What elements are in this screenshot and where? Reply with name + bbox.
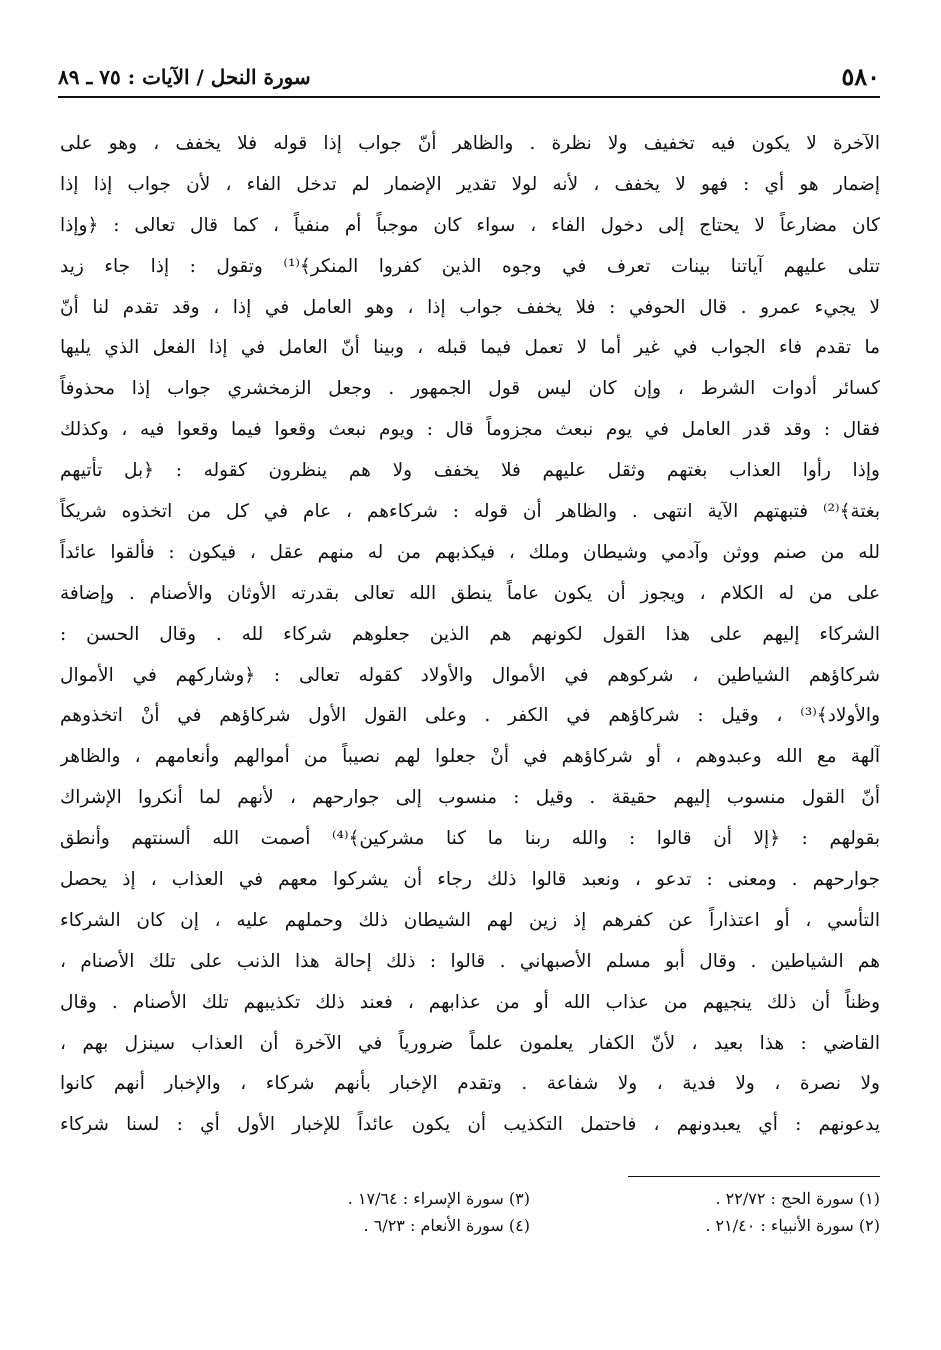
footnotes bbox=[100, 1185, 880, 1255]
footnote-1: (١) سورة الحج : ٢٢/٧٢ . bbox=[715, 1189, 880, 1208]
text-line: وظناً أن ذلك ينجيهم من عذاب الله أو من عذابهم ، فعند ذلك تكذيبهم تلك الأصنام . وقال bbox=[60, 991, 880, 1013]
text-line: لا يجيء عمرو . قال الحوفي : فلا يخفف جواب إذا ، وهو العامل في إذا ، وقد تقدم لنا أنّ bbox=[60, 296, 880, 318]
footnote-4: (٤) سورة الأنعام : ٦/٢٣ . bbox=[363, 1216, 530, 1235]
text-line: الشركاء إليهم على هذا القول لكونهم هم الذين جعلوهم شركاء لله . وقال الحسن : bbox=[60, 623, 880, 645]
text-line: يدعونهم : أي يعبدونهم ، فاحتمل التكذيب أن يكون عائداً للإخبار الأول أي : لسنا شركاء bbox=[60, 1114, 880, 1136]
text-line: تتلى عليهم آياتنا بينات تعرف في وجوه الذين كفروا المنكر﴾⁽¹⁾ وتقول : إذا جاء زيد bbox=[60, 255, 880, 277]
text-line: بغتة﴾⁽²⁾ فتبهتهم الآية انتهى . والظاهر أن قوله : شركاءهم ، عام في كل من اتخذوه شريكاً bbox=[60, 501, 880, 523]
text-line: جوارحهم . ومعنى : تدعو ، ونعبد قالوا ذلك رجاء أن يشركوا معهم في العذاب ، إذ يحصل bbox=[60, 869, 880, 891]
text-line: الآخرة لا يكون فيه تخفيف ولا نظرة . والظاهر أنّ جواب إذا قوله فلا يخفف ، وهو على bbox=[60, 133, 880, 154]
page-header bbox=[58, 62, 880, 98]
footnote-3: (٣) سورة الإسراء : ١٧/٦٤ . bbox=[347, 1189, 530, 1208]
text-line: هم الشياطين . وقال أبو مسلم الأصبهاني . قالوا : ذلك إحالة هذا الذنب على تلك الأصنام ، bbox=[60, 950, 880, 972]
footnote-2: (٢) سورة الأنبياء : ٢١/٤٠ . bbox=[705, 1216, 880, 1235]
text-line: القاضي : هذا بعيد ، لأنّ الكفار يعلمون علماً ضرورياً في الآخرة أن العذاب سينزل بهم ، bbox=[60, 1032, 880, 1054]
text-line: كان مضارعاً لا يحتاج إلى دخول الفاء ، سواء كان موجباً أم منفياً ، كما قال تعالى : ﴿وإذا bbox=[60, 214, 880, 236]
body-text bbox=[60, 124, 880, 1146]
text-line: ما تقدم فاء الجواب في غير أما لا تعمل فيما قبله ، وبينا أنّ العامل في إذا الفعل الذي يليها bbox=[60, 337, 880, 359]
text-line: بقولهم : ﴿إلا أن قالوا : والله ربنا ما كنا مشركين﴾⁽⁴⁾ أصمت الله ألسنتهم وأنطق bbox=[60, 828, 880, 850]
text-line: آلهة مع الله وعبدوهم ، أو شركاؤهم في أنْ جعلوا لهم نصيباً من أموالهم وأنعامهم ، والظاهر bbox=[60, 746, 880, 768]
page-number: ٥٨٠ bbox=[841, 62, 880, 91]
text-line: على من له الكلام ، ويجوز أن يكون عاماً ينطق الله تعالى بقدرته الأوثان والأصنام . وإضافة bbox=[60, 582, 880, 604]
footnotes-left-column bbox=[230, 1185, 530, 1239]
text-line: أنّ القول منسوب إليهم حقيقة . وقيل : منسوب إلى جوارحهم ، لأنهم لما أنكروا الإشراك bbox=[60, 787, 880, 809]
footnotes-right-column bbox=[580, 1185, 880, 1239]
footnote-divider bbox=[628, 1176, 880, 1177]
text-line: والأولاد﴾⁽³⁾ ، وقيل : شركاؤهم في الكفر . وعلى القول الأول شركاؤهم في أنْ اتخذوهم bbox=[60, 705, 880, 727]
text-line: التأسي ، أو اعتذاراً عن كفرهم إذ زين لهم الشيطان ذلك وحملهم عليه ، إن كان الشركاء bbox=[60, 909, 880, 931]
text-line: كسائر أدوات الشرط ، وإن كان ليس قول الجمهور . وجعل الزمخشري جواب إذا محذوفاً bbox=[60, 378, 880, 400]
text-line: فقال : وقد قدر العامل في يوم نبعث مجزوماً قال : ويوم نبعث وقعوا فيما وقعوا فيه ، وكذلك bbox=[60, 419, 880, 441]
text-line: شركاؤهم الشياطين ، شركوهم في الأموال والأولاد كقوله تعالى : ﴿وشاركهم في الأموال bbox=[60, 664, 880, 686]
text-line: لله من صنم ووثن وآدمي وشيطان وملك ، فيكذبهم من له منهم عقل ، فيكون : فألقوا عائداً bbox=[60, 541, 880, 563]
text-line: وإذا رأوا العذاب بغتهم وثقل عليهم فلا يخفف ولا هم ينظرون كقوله : ﴿بل تأتيهم bbox=[60, 460, 880, 482]
running-title: سورة النحل / الآيات : ٧٥ ـ ٨٩ bbox=[58, 65, 311, 89]
text-line: إضمار هو أي : فهو لا يخفف ، لأنه لولا تقدير الإضمار لم تدخل الفاء ، لأن جواب إذا إذا bbox=[60, 173, 880, 195]
text-line: ولا نصرة ، ولا فدية ، ولا شفاعة . وتقدم الإخبار بأنهم شركاء ، والإخبار أنهم كانوا bbox=[60, 1073, 880, 1095]
